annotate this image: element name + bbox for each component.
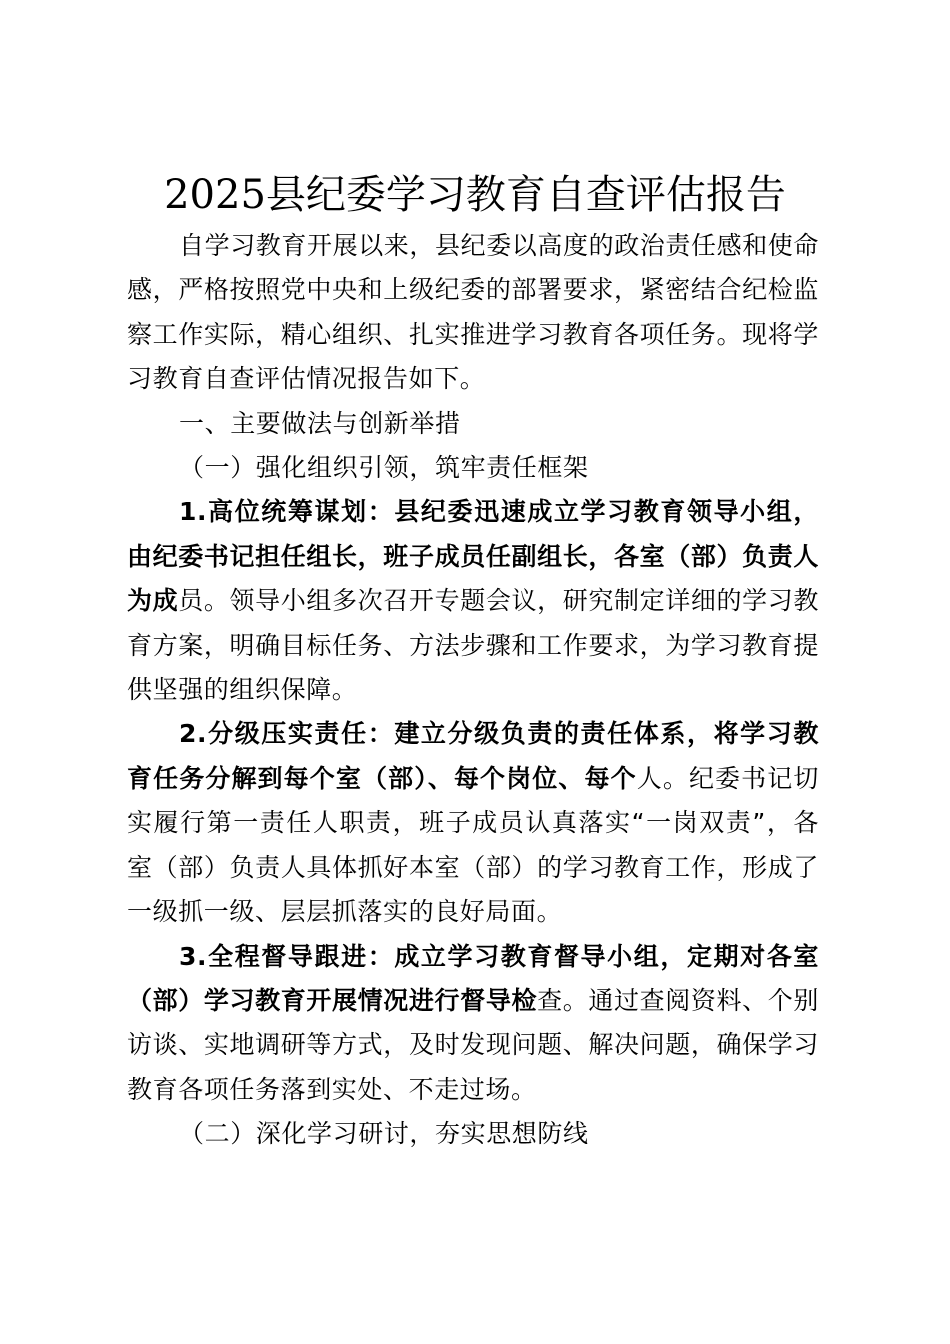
- subsection-heading-2: （二）深化学习研讨，夯实思想防线: [179, 1119, 589, 1149]
- item-paragraph-2: [127, 712, 819, 934]
- item-2-text: 人。纪委书记切实履行第一责任人职责，班子成员认真落实“一岗双责”，各室（部）负责人具体抓好本室（部）的学习教育工作，形成了一级抓一级、层层抓落实的良好局面。: [127, 763, 819, 927]
- subsection-heading-1: （一）强化组织引领，筑牢责任框架: [179, 453, 589, 483]
- document-title: 2025县纪委学习教育自查评估报告: [164, 172, 786, 218]
- item-2-bold-lead: 2.分级压实责任：建立分级负责的责任体系，将学习教育任务分解到每个室（部）、每个岗位、每个: [127, 719, 819, 793]
- item-3-text: 查。通过查阅资料、个别访谈、实地调研等方式，及时发现问题、解决问题，确保学习教育各项任务落到实处、不走过场。: [127, 985, 819, 1104]
- item-3-bold-lead: 3.全程督导跟进：成立学习教育督导小组，定期对各室（部）学习教育开展情况进行督导检: [127, 941, 819, 1015]
- item-paragraph-1: [127, 490, 819, 712]
- item-1-text: 员。领导小组多次召开专题会议，研究制定详细的学习教育方案，明确目标任务、方法步骤和工作要求，为学习教育提供坚强的组织保障。: [127, 586, 819, 705]
- item-1-bold-lead: 1.高位统筹谋划：县纪委迅速成立学习教育领导小组，由纪委书记担任组长，班子成员任副组长，各室（部）负责人为成: [127, 497, 819, 616]
- item-paragraph-3: [127, 935, 819, 1113]
- section-heading-1: 一、主要做法与创新举措: [179, 408, 461, 438]
- document-body: [127, 224, 819, 1157]
- intro-paragraph: 自学习教育开展以来，县纪委以高度的政治责任感和使命感，严格按照党中央和上级纪委的部署要求，紧密结合纪检监察工作实际，精心组织、扎实推进学习教育各项任务。现将学习教育自查评估情况报告如下。: [127, 231, 820, 394]
